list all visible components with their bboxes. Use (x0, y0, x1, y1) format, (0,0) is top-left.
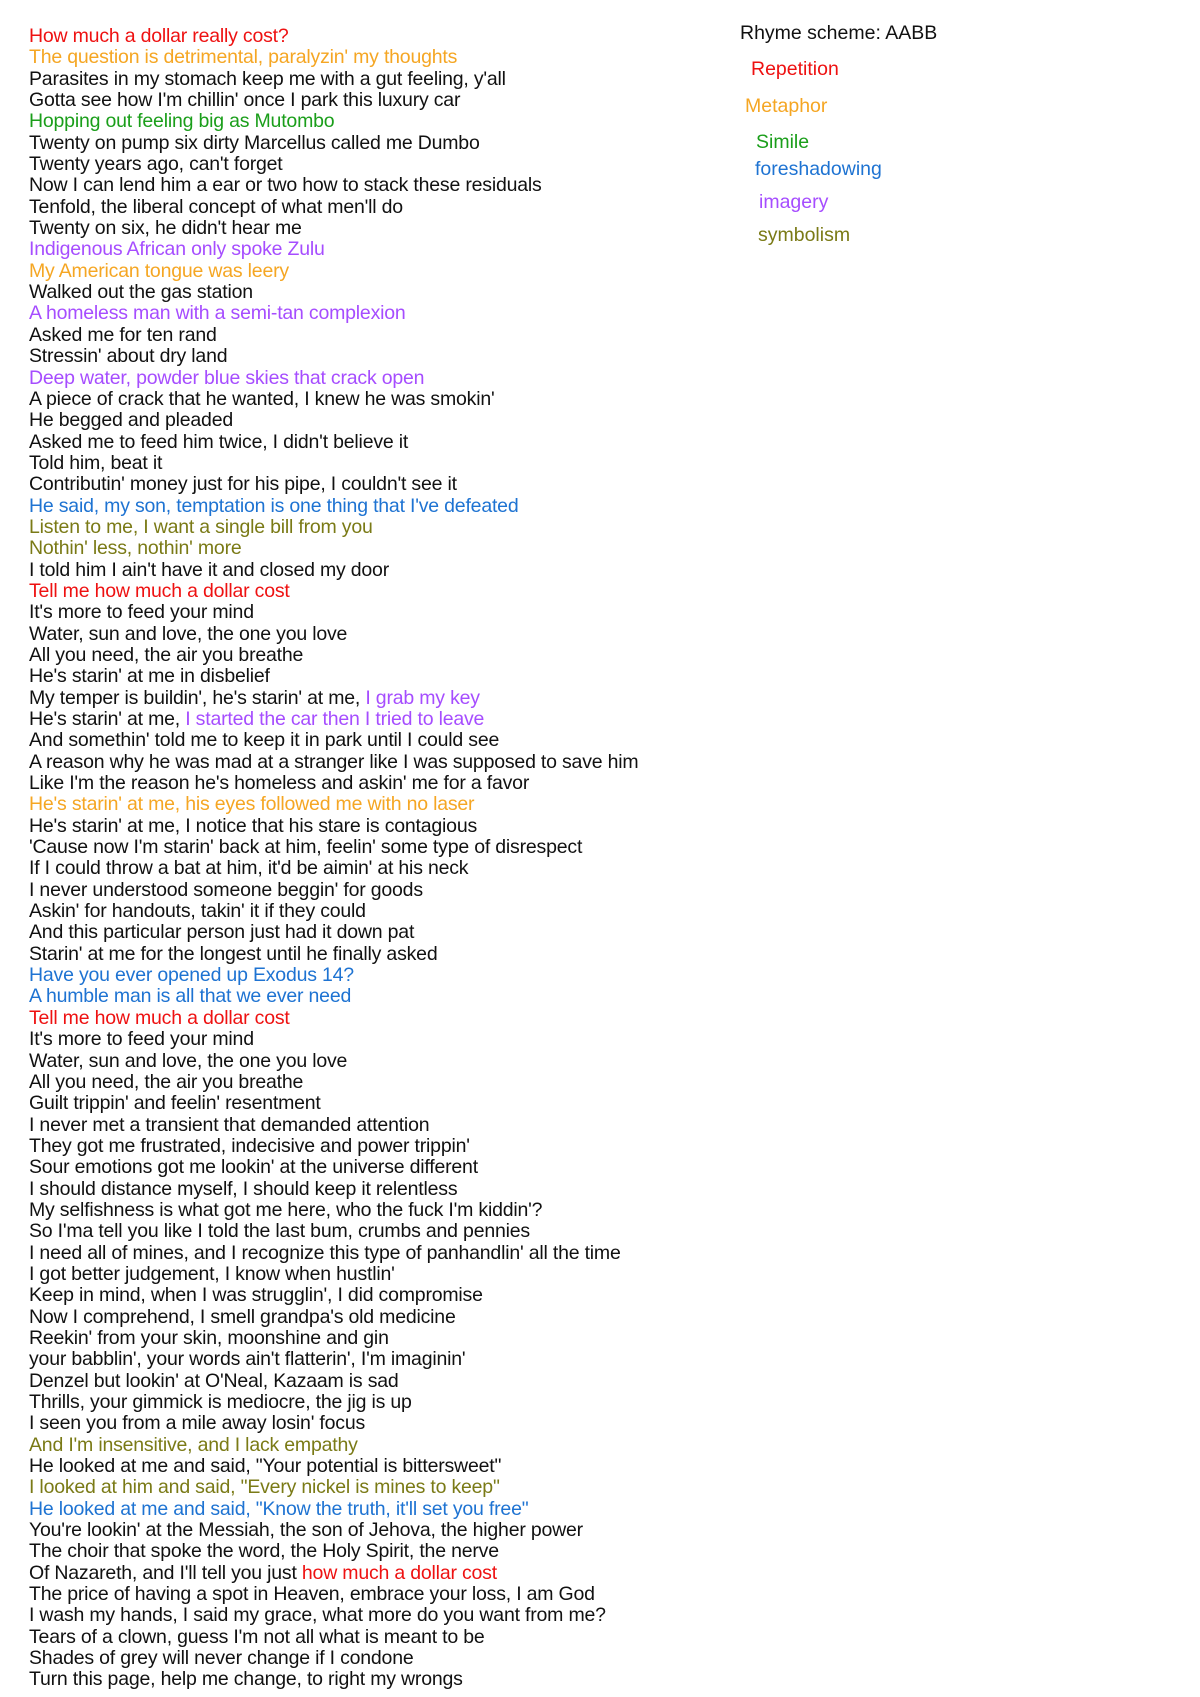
lyric-line (29, 1243, 729, 1264)
lyric-line (29, 666, 729, 687)
lyric-segment-plain: All you need, the air you breathe (29, 643, 304, 666)
lyric-line (29, 1051, 729, 1072)
lyric-line (29, 1093, 729, 1114)
lyric-line (29, 69, 729, 90)
lyric-line (29, 1115, 729, 1136)
lyric-line (29, 1413, 729, 1434)
lyric-line (29, 1328, 729, 1349)
lyric-segment-plain: I should distance myself, I should keep it relentless (29, 1177, 458, 1200)
lyric-segment-plain: If I could throw a bat at him, it'd be aimin' at his neck (29, 857, 469, 880)
lyric-line (29, 154, 729, 175)
lyric-segment-plain: Twenty on six, he didn't hear me (29, 217, 302, 240)
lyric-segment-plain: Sour emotions got me lookin' at the universe different (29, 1156, 478, 1179)
lyric-segment-plain: Tears of a clown, guess I'm not all what is meant to be (29, 1625, 485, 1648)
lyric-line (29, 1179, 729, 1200)
lyric-line (29, 1008, 729, 1029)
lyric-segment-plain: Asked me to feed him twice, I didn't believe it (29, 430, 409, 453)
lyric-segment-plain: Asked me for ten rand (29, 323, 217, 346)
lyric-segment-plain: Like I'm the reason he's homeless and askin' me for a favor (29, 772, 530, 795)
lyric-segment-plain: They got me frustrated, indecisive and power trippin' (29, 1134, 470, 1157)
lyric-segment-plain: Now I can lend him a ear or two how to stack these residuals (29, 174, 542, 197)
lyric-segment-plain: Of Nazareth, and I'll tell you just (29, 1561, 302, 1584)
legend-metaphor: Metaphor (745, 95, 828, 117)
lyric-segment-plain: Gotta see how I'm chillin' once I park this luxury car (29, 89, 461, 112)
lyric-line (29, 432, 729, 453)
lyric-line (29, 858, 729, 879)
lyric-segment-plain: My selfishness is what got me here, who the fuck I'm kiddin'? (29, 1198, 543, 1221)
lyric-line (29, 602, 729, 623)
lyric-segment-plain: Twenty on pump six dirty Marcellus called me Dumbo (29, 131, 480, 154)
lyric-line (29, 837, 729, 858)
lyric-line (29, 773, 729, 794)
lyric-segment-plain: And this particular person just had it down pat (29, 921, 415, 944)
lyric-segment-symbolism: I looked at him and said, "Every nickel is mines to keep" (29, 1476, 500, 1499)
lyric-segment-foreshadowing: He looked at me and said, "Know the truth, it'll set you free" (29, 1497, 529, 1520)
lyric-line (29, 26, 729, 47)
lyric-segment-plain: Now I comprehend, I smell grandpa's old medicine (29, 1305, 456, 1328)
lyric-segment-plain: You're lookin' at the Messiah, the son of Jehova, the higher power (29, 1519, 583, 1542)
lyric-segment-plain: Walked out the gas station (29, 281, 253, 304)
lyric-line (29, 965, 729, 986)
lyric-segment-plain: Turn this page, help me change, to right my wrongs (29, 1668, 463, 1691)
lyric-segment-imagery: Deep water, powder blue skies that crack open (29, 366, 425, 389)
lyric-line (29, 517, 729, 538)
lyric-line (29, 261, 729, 282)
lyric-segment-foreshadowing: Have you ever opened up Exodus 14? (29, 964, 354, 987)
legend-foreshadowing: foreshadowing (755, 158, 882, 180)
lyric-segment-plain: I never met a transient that demanded attention (29, 1113, 430, 1136)
lyric-line (29, 389, 729, 410)
lyric-line (29, 1584, 729, 1605)
lyric-segment-plain: The choir that spoke the word, the Holy Spirit, the nerve (29, 1540, 499, 1563)
lyric-line (29, 730, 729, 751)
lyric-segment-plain: Denzel but lookin' at O'Neal, Kazaam is sad (29, 1369, 399, 1392)
lyric-segment-plain: Guilt trippin' and feelin' resentment (29, 1092, 321, 1115)
lyric-line (29, 1392, 729, 1413)
lyrics-body (29, 26, 729, 1691)
lyric-line (29, 1221, 729, 1242)
lyric-segment-metaphor: My American tongue was leery (29, 259, 289, 282)
lyric-line (29, 410, 729, 431)
lyric-line (29, 560, 729, 581)
lyric-segment-plain: Starin' at me for the longest until he finally asked (29, 942, 438, 965)
lyric-line (29, 1285, 729, 1306)
lyric-line (29, 47, 729, 68)
lyric-line (29, 709, 729, 730)
lyric-line (29, 282, 729, 303)
lyric-segment-plain: He begged and pleaded (29, 409, 233, 432)
lyric-segment-plain: I seen you from a mile away losin' focus (29, 1412, 366, 1435)
lyric-line (29, 1072, 729, 1093)
lyric-segment-plain: I need all of mines, and I recognize this type of panhandlin' all the time (29, 1241, 621, 1264)
lyric-segment-plain: I told him I ain't have it and closed my door (29, 558, 389, 581)
lyric-line (29, 1477, 729, 1498)
lyric-line (29, 218, 729, 239)
lyric-line (29, 1627, 729, 1648)
lyric-line (29, 645, 729, 666)
lyric-line (29, 111, 729, 132)
lyric-segment-repetition: how much a dollar cost (301, 1561, 497, 1584)
lyric-segment-plain: Water, sun and love, the one you love (29, 1049, 348, 1072)
lyric-segment-plain: He's starin' at me, I notice that his stare is contagious (29, 814, 478, 837)
lyric-line (29, 1200, 729, 1221)
lyric-segment-symbolism: Listen to me, I want a single bill from you (29, 515, 373, 538)
lyric-line (29, 1541, 729, 1562)
lyric-segment-plain: I never understood someone beggin' for goods (29, 878, 423, 901)
lyric-line (29, 901, 729, 922)
lyric-segment-metaphor: He's starin' at me, his eyes followed me with no laser (29, 793, 475, 816)
lyric-segment-plain: Keep in mind, when I was strugglin', I did compromise (29, 1284, 483, 1307)
lyric-segment-plain: Thrills, your gimmick is mediocre, the jig is up (29, 1391, 412, 1413)
lyric-segment-plain: Parasites in my stomach keep me with a gut feeling, y'all (29, 67, 506, 90)
lyric-segment-plain: A piece of crack that he wanted, I knew he was smokin' (29, 387, 495, 410)
lyric-line (29, 922, 729, 943)
lyric-segment-simile: Hopping out feeling big as Mutombo (29, 110, 335, 133)
lyric-line (29, 474, 729, 495)
lyric-line (29, 880, 729, 901)
lyric-line (29, 1307, 729, 1328)
lyric-segment-repetition: Tell me how much a dollar cost (29, 579, 290, 602)
legend-imagery: imagery (759, 191, 829, 213)
lyric-line (29, 688, 729, 709)
lyric-segment-plain: And somethin' told me to keep it in park until I could see (29, 729, 500, 752)
legend-simile: Simile (756, 131, 810, 153)
lyric-segment-repetition: Tell me how much a dollar cost (29, 1006, 290, 1029)
lyric-line (29, 346, 729, 367)
lyric-segment-plain: My temper is buildin', he's starin' at me, (29, 686, 366, 709)
lyric-segment-imagery: Indigenous African only spoke Zulu (29, 238, 325, 261)
lyric-line (29, 133, 729, 154)
lyric-segment-symbolism: Nothin' less, nothin' more (29, 537, 242, 560)
lyric-line (29, 624, 729, 645)
lyric-line (29, 368, 729, 389)
lyric-line (29, 453, 729, 474)
lyric-line (29, 1648, 729, 1669)
lyric-segment-plain: He looked at me and said, "Your potential is bittersweet" (29, 1455, 502, 1478)
legend-symbolism: symbolism (758, 224, 851, 246)
lyric-segment-symbolism: And I'm insensitive, and I lack empathy (29, 1433, 358, 1456)
lyric-segment-plain: He's starin' at me, (29, 708, 186, 730)
lyric-line (29, 752, 729, 773)
lyric-segment-plain: your babblin', your words ain't flatterin', I'm imaginin' (29, 1348, 466, 1371)
lyric-segment-plain: It's more to feed your mind (29, 1028, 254, 1051)
lyric-segment-plain: Askin' for handouts, takin' it if they could (29, 900, 366, 923)
lyric-segment-plain: Reekin' from your skin, moonshine and gin (29, 1326, 389, 1349)
lyric-segment-plain: It's more to feed your mind (29, 601, 254, 624)
lyric-line (29, 1563, 729, 1584)
lyric-line (29, 944, 729, 965)
lyric-line (29, 1264, 729, 1285)
lyric-line (29, 1029, 729, 1050)
lyric-segment-plain: Twenty years ago, can't forget (29, 153, 283, 176)
lyric-line (29, 239, 729, 260)
lyric-line (29, 986, 729, 1007)
lyric-segment-metaphor: The question is detrimental, paralyzin' my thoughts (29, 46, 458, 69)
lyric-segment-plain: I wash my hands, I said my grace, what more do you want from me? (29, 1604, 606, 1627)
lyric-line (29, 1669, 729, 1690)
lyric-segment-plain: Stressin' about dry land (29, 345, 228, 368)
lyric-line (29, 496, 729, 517)
lyric-line (29, 90, 729, 111)
lyric-segment-plain: A reason why he was mad at a stranger like I was supposed to save him (29, 750, 639, 773)
lyric-segment-plain: Told him, beat it (29, 451, 163, 474)
lyric-line (29, 1520, 729, 1541)
lyric-line (29, 1456, 729, 1477)
lyric-line (29, 1499, 729, 1520)
lyric-segment-plain: The price of having a spot in Heaven, embrace your loss, I am God (29, 1583, 595, 1606)
lyric-segment-plain: Tenfold, the liberal concept of what men'll do (29, 195, 403, 218)
lyric-segment-plain: Shades of grey will never change if I condone (29, 1647, 414, 1670)
lyric-line (29, 1349, 729, 1370)
lyric-segment-plain: I got better judgement, I know when hustlin' (29, 1262, 395, 1285)
lyric-segment-foreshadowing: He said, my son, temptation is one thing that I've defeated (29, 494, 519, 517)
lyric-line (29, 1435, 729, 1456)
lyric-line (29, 794, 729, 815)
lyric-segment-foreshadowing: A humble man is all that we ever need (29, 985, 352, 1008)
lyric-line (29, 1136, 729, 1157)
rhyme-scheme-label: Rhyme scheme: AABB (740, 22, 938, 44)
lyric-line (29, 816, 729, 837)
lyric-line (29, 303, 729, 324)
lyric-segment-plain: 'Cause now I'm starin' back at him, feelin' some type of disrespect (29, 836, 583, 859)
lyric-segment-plain: Water, sun and love, the one you love (29, 622, 348, 645)
legend-repetition: Repetition (751, 58, 839, 80)
lyric-line (29, 1157, 729, 1178)
lyric-line (29, 325, 729, 346)
lyric-segment-repetition: How much a dollar really cost? (29, 25, 289, 47)
lyric-segment-imagery: A homeless man with a semi-tan complexion (29, 302, 406, 325)
lyric-line (29, 197, 729, 218)
lyric-segment-imagery: I grab my key (365, 686, 480, 709)
lyric-segment-imagery: I started the car then I tried to leave (185, 708, 485, 730)
lyric-segment-plain: He's starin' at me in disbelief (29, 665, 270, 688)
lyric-line (29, 1371, 729, 1392)
lyric-line (29, 1605, 729, 1626)
lyric-line (29, 175, 729, 196)
lyric-line (29, 581, 729, 602)
lyric-segment-plain: All you need, the air you breathe (29, 1070, 304, 1093)
lyric-segment-plain: So I'ma tell you like I told the last bum, crumbs and pennies (29, 1220, 530, 1243)
lyric-segment-plain: Contributin' money just for his pipe, I couldn't see it (29, 473, 457, 496)
lyric-line (29, 538, 729, 559)
